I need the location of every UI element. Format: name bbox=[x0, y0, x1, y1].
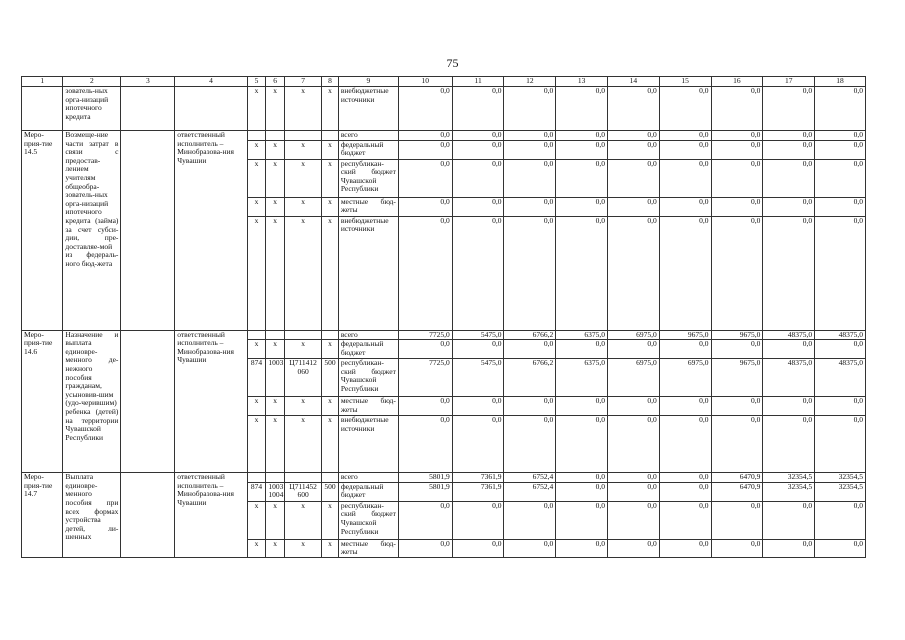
executor-cell: ответственный исполнитель – Минобразова-ния Чувашии bbox=[175, 131, 247, 331]
value-cell: 0,0 bbox=[504, 501, 556, 539]
value-cell: 0,0 bbox=[556, 197, 608, 216]
value-cell: 5801,9 bbox=[398, 473, 452, 483]
value-cell: 0,0 bbox=[556, 216, 608, 330]
value-cell: 0,0 bbox=[711, 140, 763, 159]
col-header: 16 bbox=[711, 77, 763, 87]
value-cell: 48375,0 bbox=[763, 330, 815, 340]
value-cell: 0,0 bbox=[815, 340, 866, 359]
value-cell: 0,0 bbox=[608, 482, 660, 501]
value-cell: 0,0 bbox=[815, 397, 866, 416]
empty-cell bbox=[121, 87, 175, 131]
code-cell bbox=[247, 330, 266, 340]
code-cell: x bbox=[266, 87, 285, 131]
value-cell: 0,0 bbox=[763, 501, 815, 539]
value-cell: 0,0 bbox=[452, 216, 504, 330]
value-cell: 0,0 bbox=[659, 87, 711, 131]
value-cell: 0,0 bbox=[556, 397, 608, 416]
value-cell: 6975,0 bbox=[608, 330, 660, 340]
value-cell: 0,0 bbox=[504, 340, 556, 359]
value-cell: 0,0 bbox=[815, 416, 866, 473]
value-cell: 0,0 bbox=[659, 397, 711, 416]
value-cell: 6766,2 bbox=[504, 359, 556, 397]
value-cell: 0,0 bbox=[711, 216, 763, 330]
code-cell bbox=[284, 330, 321, 340]
value-cell: 32354,5 bbox=[763, 473, 815, 483]
value-cell: 0,0 bbox=[763, 140, 815, 159]
col-header: 5 bbox=[247, 77, 266, 87]
code-cell: x bbox=[322, 340, 339, 359]
value-cell: 0,0 bbox=[763, 340, 815, 359]
value-cell: 0,0 bbox=[608, 131, 660, 141]
code-cell: x bbox=[247, 416, 266, 473]
code-cell: x bbox=[247, 397, 266, 416]
code-cell: x bbox=[284, 539, 321, 557]
value-cell: 0,0 bbox=[556, 340, 608, 359]
code-cell: x bbox=[284, 501, 321, 539]
value-cell: 6375,0 bbox=[556, 359, 608, 397]
value-cell: 0,0 bbox=[763, 216, 815, 330]
code-cell: x bbox=[322, 416, 339, 473]
value-cell: 0,0 bbox=[659, 131, 711, 141]
value-cell: 0,0 bbox=[504, 416, 556, 473]
value-cell: 0,0 bbox=[608, 140, 660, 159]
value-cell: 0,0 bbox=[452, 131, 504, 141]
value-cell: 32354,5 bbox=[815, 473, 866, 483]
code-cell: x bbox=[247, 539, 266, 557]
page-number: 75 bbox=[446, 56, 459, 70]
code-cell: x bbox=[266, 501, 285, 539]
code-cell: 874 bbox=[247, 482, 266, 501]
value-cell: 0,0 bbox=[452, 397, 504, 416]
value-cell: 0,0 bbox=[608, 539, 660, 557]
value-cell: 0,0 bbox=[556, 473, 608, 483]
value-cell: 0,0 bbox=[452, 501, 504, 539]
code-cell: x bbox=[247, 340, 266, 359]
value-cell: 0,0 bbox=[711, 87, 763, 131]
code-cell bbox=[247, 131, 266, 141]
code-cell bbox=[266, 330, 285, 340]
code-cell: x bbox=[322, 216, 339, 330]
code-cell: x bbox=[322, 159, 339, 197]
code-cell: x bbox=[284, 216, 321, 330]
event-name-cell: Назначение и выплата единовре-менного де-нежного пособия гражданам, усыновив-шим (удо-черившим) ребенка (детей) на территории Чувашской Республики bbox=[63, 330, 121, 473]
value-cell: 0,0 bbox=[504, 131, 556, 141]
value-cell: 0,0 bbox=[504, 159, 556, 197]
event-label-cell: Меро-прия-тие 14.6 bbox=[22, 330, 63, 473]
value-cell: 0,0 bbox=[608, 159, 660, 197]
value-cell: 6470,9 bbox=[711, 473, 763, 483]
header-row bbox=[22, 77, 866, 87]
col-header: 6 bbox=[266, 77, 285, 87]
col-header: 9 bbox=[338, 77, 398, 87]
value-cell: 9675,0 bbox=[711, 330, 763, 340]
value-cell: 0,0 bbox=[815, 87, 866, 131]
value-cell: 0,0 bbox=[452, 340, 504, 359]
value-cell: 0,0 bbox=[711, 501, 763, 539]
code-cell: x bbox=[266, 197, 285, 216]
value-cell: 0,0 bbox=[504, 397, 556, 416]
value-cell: 7725,0 bbox=[398, 359, 452, 397]
value-cell: 0,0 bbox=[659, 482, 711, 501]
value-cell: 0,0 bbox=[556, 482, 608, 501]
value-cell: 0,0 bbox=[711, 539, 763, 557]
code-cell: x bbox=[247, 140, 266, 159]
value-cell: 0,0 bbox=[815, 159, 866, 197]
value-cell: 0,0 bbox=[659, 539, 711, 557]
value-cell: 0,0 bbox=[711, 131, 763, 141]
executor-cell: ответственный исполнитель – Минобразова-ния Чувашии bbox=[175, 330, 247, 473]
code-cell: x bbox=[322, 397, 339, 416]
value-cell: 7361,9 bbox=[452, 473, 504, 483]
empty-cell bbox=[121, 131, 175, 331]
value-cell: 0,0 bbox=[556, 87, 608, 131]
code-cell: 1003 bbox=[266, 359, 285, 397]
value-cell: 0,0 bbox=[608, 340, 660, 359]
source-cell: местные бюд-жеты bbox=[338, 397, 398, 416]
value-cell: 9675,0 bbox=[659, 330, 711, 340]
code-cell bbox=[322, 473, 339, 483]
source-cell: всего bbox=[338, 473, 398, 483]
code-cell: 500 bbox=[322, 482, 339, 501]
code-cell: x bbox=[266, 159, 285, 197]
value-cell: 0,0 bbox=[452, 87, 504, 131]
value-cell: 0,0 bbox=[659, 140, 711, 159]
value-cell: 0,0 bbox=[398, 397, 452, 416]
table-row bbox=[22, 330, 866, 340]
value-cell: 0,0 bbox=[608, 501, 660, 539]
code-cell: x bbox=[322, 140, 339, 159]
table-row bbox=[22, 131, 866, 141]
value-cell: 0,0 bbox=[452, 159, 504, 197]
code-cell: 500 bbox=[322, 359, 339, 397]
value-cell: 0,0 bbox=[815, 140, 866, 159]
value-cell: 0,0 bbox=[659, 340, 711, 359]
code-cell bbox=[284, 131, 321, 141]
col-header: 13 bbox=[556, 77, 608, 87]
value-cell: 0,0 bbox=[815, 131, 866, 141]
code-cell: x bbox=[284, 397, 321, 416]
code-cell: x bbox=[247, 87, 266, 131]
value-cell: 0,0 bbox=[556, 159, 608, 197]
code-cell bbox=[247, 473, 266, 483]
value-cell: 0,0 bbox=[398, 197, 452, 216]
value-cell: 0,0 bbox=[815, 539, 866, 557]
event-name-cell: Выплата единовре-менного пособия при всех формах устройства детей, ли-шенных bbox=[63, 473, 121, 558]
budget-table bbox=[21, 76, 866, 558]
value-cell: 0,0 bbox=[504, 87, 556, 131]
source-cell: федеральный бюджет bbox=[338, 340, 398, 359]
code-cell: x bbox=[284, 197, 321, 216]
table-row bbox=[22, 87, 866, 131]
code-cell: x bbox=[284, 159, 321, 197]
source-cell: местные бюд-жеты bbox=[338, 197, 398, 216]
source-cell: республикан-ский бюджет Чувашской Республики bbox=[338, 359, 398, 397]
source-cell: всего bbox=[338, 131, 398, 141]
value-cell: 6975,0 bbox=[659, 359, 711, 397]
table-row bbox=[22, 473, 866, 483]
code-cell bbox=[322, 330, 339, 340]
col-header: 7 bbox=[284, 77, 321, 87]
value-cell: 0,0 bbox=[398, 131, 452, 141]
value-cell: 0,0 bbox=[763, 539, 815, 557]
source-cell: внебюджетные источники bbox=[338, 87, 398, 131]
value-cell: 6975,0 bbox=[608, 359, 660, 397]
code-cell: x bbox=[322, 87, 339, 131]
col-header: 18 bbox=[815, 77, 866, 87]
col-header: 1 bbox=[22, 77, 63, 87]
value-cell: 0,0 bbox=[504, 140, 556, 159]
value-cell: 0,0 bbox=[556, 539, 608, 557]
value-cell: 0,0 bbox=[556, 131, 608, 141]
value-cell: 0,0 bbox=[815, 216, 866, 330]
col-header: 14 bbox=[608, 77, 660, 87]
value-cell: 5475,0 bbox=[452, 359, 504, 397]
source-cell: федеральный бюджет bbox=[338, 482, 398, 501]
value-cell: 0,0 bbox=[659, 416, 711, 473]
col-header: 15 bbox=[659, 77, 711, 87]
code-cell: x bbox=[266, 539, 285, 557]
value-cell: 0,0 bbox=[659, 197, 711, 216]
value-cell: 0,0 bbox=[398, 159, 452, 197]
code-cell bbox=[284, 473, 321, 483]
value-cell: 0,0 bbox=[504, 197, 556, 216]
value-cell: 0,0 bbox=[711, 397, 763, 416]
empty-cell bbox=[121, 473, 175, 558]
event-label-cell: Меро-прия-тие 14.7 bbox=[22, 473, 63, 558]
code-cell: x bbox=[247, 197, 266, 216]
source-cell: внебюджетные источники bbox=[338, 216, 398, 330]
code-cell: x bbox=[322, 501, 339, 539]
code-cell: x bbox=[247, 501, 266, 539]
code-cell: x bbox=[284, 87, 321, 131]
code-cell: x bbox=[266, 140, 285, 159]
col-header: 3 bbox=[121, 77, 175, 87]
value-cell: 6766,2 bbox=[504, 330, 556, 340]
code-cell: x bbox=[322, 197, 339, 216]
col-header: 2 bbox=[63, 77, 121, 87]
source-cell: республикан-ский бюджет Чувашской Республики bbox=[338, 501, 398, 539]
value-cell: 0,0 bbox=[608, 397, 660, 416]
value-cell: 0,0 bbox=[398, 140, 452, 159]
code-cell: x bbox=[266, 216, 285, 330]
value-cell: 0,0 bbox=[398, 416, 452, 473]
col-header: 12 bbox=[504, 77, 556, 87]
value-cell: 0,0 bbox=[452, 539, 504, 557]
value-cell: 0,0 bbox=[608, 416, 660, 473]
value-cell: 6470,9 bbox=[711, 482, 763, 501]
value-cell: 0,0 bbox=[659, 159, 711, 197]
event-label-cell: Меро-прия-тие 14.5 bbox=[22, 131, 63, 331]
value-cell: 0,0 bbox=[556, 501, 608, 539]
value-cell: 0,0 bbox=[763, 87, 815, 131]
event-name-cell: Возмеще-ние части затрат в связи с предостав-лением учителям общеобра-зователь-ных орга-низаций ипотечного кредита (займа) за счет субси-дии, пре-доставляе-мой из федераль-ного бюд-жета bbox=[63, 131, 121, 331]
col-header: 8 bbox=[322, 77, 339, 87]
source-cell: внебюджетные источники bbox=[338, 416, 398, 473]
value-cell: 0,0 bbox=[452, 197, 504, 216]
code-cell: x bbox=[284, 340, 321, 359]
col-header: 11 bbox=[452, 77, 504, 87]
code-cell: x bbox=[266, 397, 285, 416]
value-cell: 0,0 bbox=[711, 340, 763, 359]
value-cell: 32354,5 bbox=[763, 482, 815, 501]
value-cell: 0,0 bbox=[711, 197, 763, 216]
event-label-cell bbox=[22, 87, 63, 131]
code-cell: x bbox=[284, 416, 321, 473]
value-cell: 0,0 bbox=[608, 473, 660, 483]
value-cell: 0,0 bbox=[556, 140, 608, 159]
value-cell: 0,0 bbox=[398, 87, 452, 131]
value-cell: 0,0 bbox=[398, 340, 452, 359]
code-cell: 1003 1004 bbox=[266, 482, 285, 501]
source-cell: местные бюд-жеты bbox=[338, 539, 398, 557]
empty-cell bbox=[121, 330, 175, 473]
value-cell: 0,0 bbox=[815, 197, 866, 216]
code-cell bbox=[322, 131, 339, 141]
code-cell: x bbox=[284, 140, 321, 159]
value-cell: 0,0 bbox=[763, 416, 815, 473]
value-cell: 0,0 bbox=[659, 216, 711, 330]
code-cell: x bbox=[266, 416, 285, 473]
col-header: 4 bbox=[175, 77, 247, 87]
code-cell: Ц711412 060 bbox=[284, 359, 321, 397]
source-cell: республикан-ский бюджет Чувашской Республики bbox=[338, 159, 398, 197]
value-cell: 0,0 bbox=[815, 501, 866, 539]
source-cell: федеральный бюджет bbox=[338, 140, 398, 159]
value-cell: 0,0 bbox=[608, 87, 660, 131]
source-cell: всего bbox=[338, 330, 398, 340]
value-cell: 0,0 bbox=[556, 416, 608, 473]
value-cell: 0,0 bbox=[711, 416, 763, 473]
value-cell: 0,0 bbox=[608, 216, 660, 330]
value-cell: 7361,9 bbox=[452, 482, 504, 501]
value-cell: 0,0 bbox=[659, 501, 711, 539]
col-header: 10 bbox=[398, 77, 452, 87]
value-cell: 6375,0 bbox=[556, 330, 608, 340]
value-cell: 48375,0 bbox=[763, 359, 815, 397]
value-cell: 5475,0 bbox=[452, 330, 504, 340]
value-cell: 0,0 bbox=[504, 539, 556, 557]
value-cell: 0,0 bbox=[398, 501, 452, 539]
value-cell: 48375,0 bbox=[815, 330, 866, 340]
code-cell bbox=[266, 473, 285, 483]
value-cell: 0,0 bbox=[763, 197, 815, 216]
value-cell: 0,0 bbox=[763, 159, 815, 197]
value-cell: 0,0 bbox=[452, 416, 504, 473]
executor-cell bbox=[175, 87, 247, 131]
value-cell: 0,0 bbox=[452, 140, 504, 159]
code-cell: Ц711452 600 bbox=[284, 482, 321, 501]
value-cell: 0,0 bbox=[659, 473, 711, 483]
code-cell: x bbox=[266, 340, 285, 359]
value-cell: 32354,5 bbox=[815, 482, 866, 501]
executor-cell: ответственный исполнитель – Минобразова-ния Чувашии bbox=[175, 473, 247, 558]
value-cell: 0,0 bbox=[398, 539, 452, 557]
event-name-cell: зователь-ных орга-низаций ипотечного кредита bbox=[63, 87, 121, 131]
value-cell: 0,0 bbox=[398, 216, 452, 330]
value-cell: 48375,0 bbox=[815, 359, 866, 397]
value-cell: 0,0 bbox=[763, 397, 815, 416]
value-cell: 5801,9 bbox=[398, 482, 452, 501]
col-header: 17 bbox=[763, 77, 815, 87]
code-cell: x bbox=[322, 539, 339, 557]
code-cell: x bbox=[247, 159, 266, 197]
value-cell: 0,0 bbox=[608, 197, 660, 216]
value-cell: 0,0 bbox=[763, 131, 815, 141]
value-cell: 6752,4 bbox=[504, 482, 556, 501]
code-cell bbox=[266, 131, 285, 141]
code-cell: x bbox=[247, 216, 266, 330]
value-cell: 6752,4 bbox=[504, 473, 556, 483]
value-cell: 0,0 bbox=[711, 159, 763, 197]
value-cell: 7725,0 bbox=[398, 330, 452, 340]
code-cell: 874 bbox=[247, 359, 266, 397]
value-cell: 0,0 bbox=[504, 216, 556, 330]
value-cell: 9675,0 bbox=[711, 359, 763, 397]
